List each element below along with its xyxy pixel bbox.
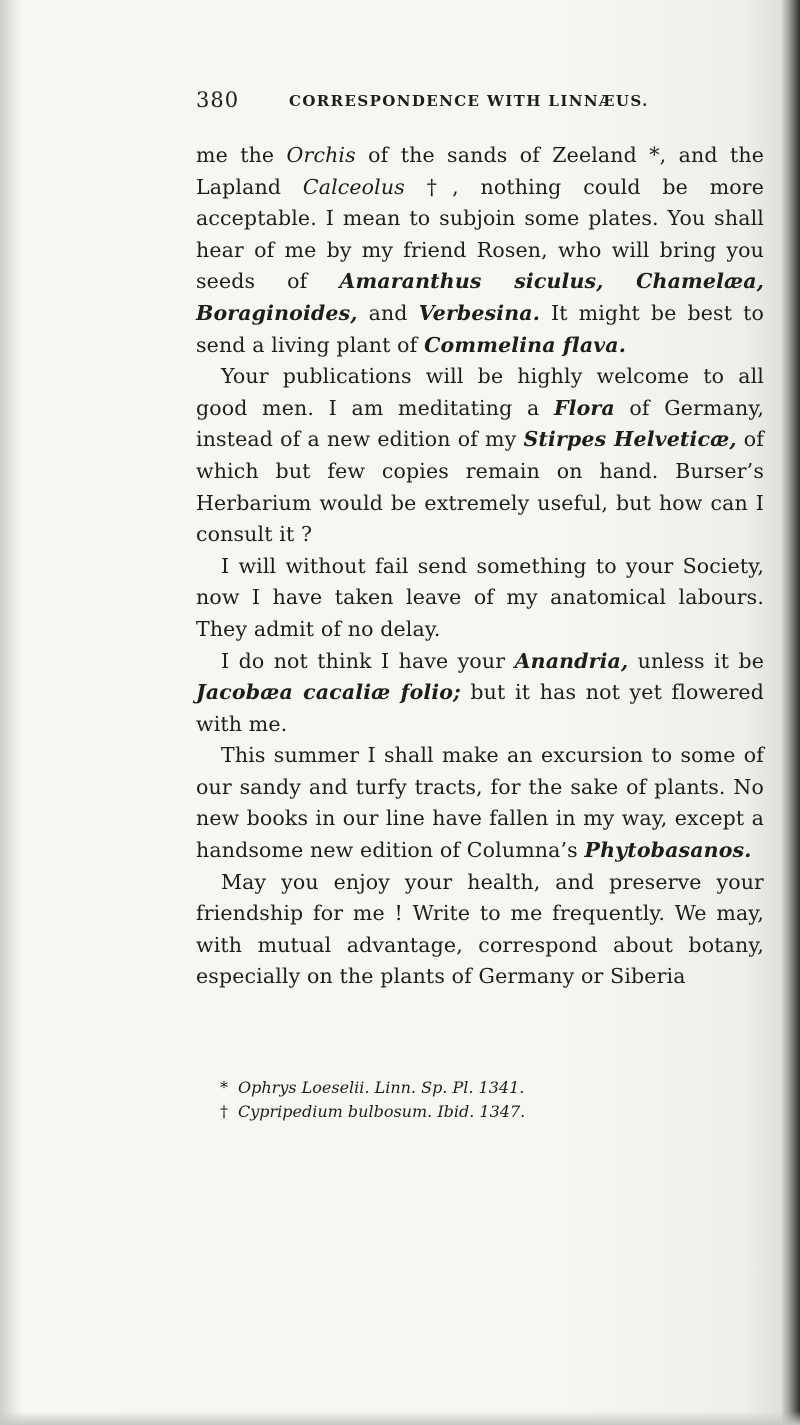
footnote-mark: * bbox=[220, 1078, 228, 1097]
bold-italic-text: Verbesina. bbox=[418, 300, 540, 325]
text-run: of Germany, instead of a new edition of my bbox=[196, 395, 764, 452]
text-run: me the bbox=[196, 143, 287, 167]
body-text bbox=[196, 140, 764, 993]
footnotes bbox=[220, 1076, 760, 1124]
paragraph-5 bbox=[196, 740, 764, 866]
page-header bbox=[196, 88, 716, 120]
italic-text: Calceolus bbox=[302, 174, 405, 199]
footnote-text: Ophrys Loeselii. Linn. Sp. Pl. 1341. bbox=[238, 1078, 525, 1097]
page-edge-shadow bbox=[782, 0, 800, 1425]
bold-italic-text: Commelina flava. bbox=[424, 332, 627, 357]
text-run: †, nothing could be more acceptable. I mean to subjoin some plates. You shall hear of me by my friend Rosen, who will bring you seeds of bbox=[196, 174, 765, 294]
paragraph-2 bbox=[196, 361, 764, 551]
bold-italic-text: Stirpes Helveticæ, bbox=[523, 427, 737, 452]
page-bottom-shadow bbox=[0, 1411, 800, 1425]
bold-italic-text: Amaranthus siculus, Chamelæa, Boraginoides, bbox=[196, 269, 764, 325]
text-run: Your publications will be highly welcome to all good men. I am meditating a bbox=[196, 364, 764, 420]
italic-text: Orchis bbox=[286, 143, 356, 167]
text-run: I will without fail send something to your Society, now I have taken leave of my anatomical labours. They admit of no delay. bbox=[196, 553, 764, 641]
text-run: I do not think I have your bbox=[221, 648, 515, 673]
paragraph-1 bbox=[196, 140, 764, 361]
text-run: unless it be bbox=[628, 648, 765, 673]
footnote-mark: † bbox=[220, 1102, 228, 1121]
page-number: 380 bbox=[196, 88, 240, 112]
paragraph-3 bbox=[196, 551, 764, 646]
footnote-2 bbox=[220, 1100, 760, 1124]
running-head: CORRESPONDENCE WITH LINNÆUS. bbox=[289, 92, 649, 110]
footnote-text: Cypripedium bulbosum. Ibid. 1347. bbox=[238, 1102, 526, 1121]
bold-italic-text: Flora bbox=[553, 395, 615, 420]
footnote-1 bbox=[220, 1076, 760, 1100]
bold-italic-text: Phytobasanos. bbox=[584, 838, 752, 863]
text-run: and bbox=[357, 300, 419, 325]
page-gutter-shadow bbox=[0, 0, 22, 1425]
text-run: but it has not yet flowered with me. bbox=[196, 680, 764, 736]
bold-italic-text: Anandria, bbox=[514, 648, 629, 673]
text-run: of which but few copies remain on hand. Burser’s Herbarium would be extremely useful, but how can I consult it ? bbox=[196, 427, 764, 547]
paragraph-6 bbox=[196, 867, 764, 993]
text-run: May you enjoy your health, and preserve your friendship for me ! Write to me frequently. We may, with mutual advantage, correspond about botany, especially on the plants of Germany or Siberia bbox=[196, 869, 764, 989]
text-run: of the sands of Zeeland *, and the Lapland bbox=[196, 143, 764, 199]
paragraph-4 bbox=[196, 646, 764, 741]
text-run: It might be best to send a living plant of bbox=[196, 300, 764, 357]
text-run: This summer I shall make an excursion to some of our sandy and turfy tracts, for the sake of plants. No new books in our line have fallen in my way, except a handsome new edition of Columna’s bbox=[196, 743, 764, 863]
bold-italic-text: Jacobæa cacaliæ folio; bbox=[196, 680, 461, 705]
